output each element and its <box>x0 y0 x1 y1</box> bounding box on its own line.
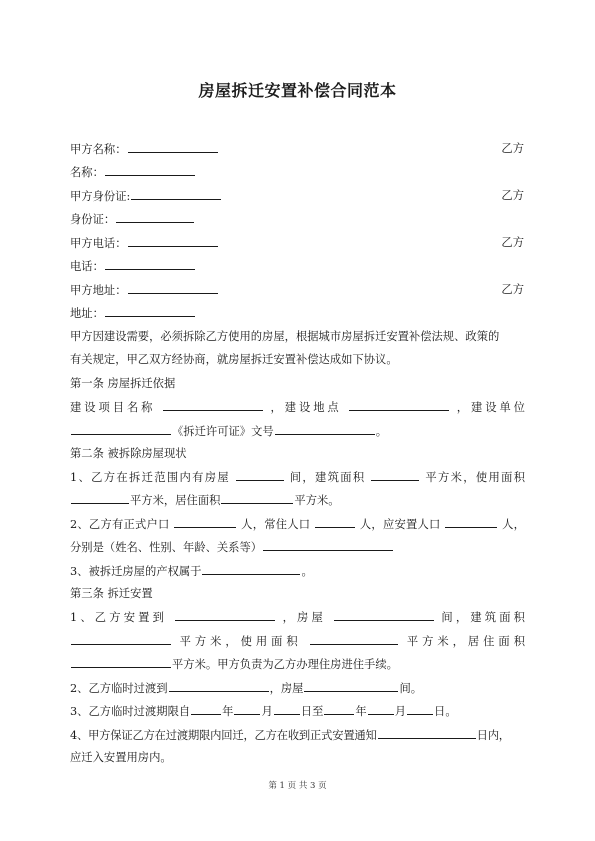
party-a-addr-line <box>70 282 219 299</box>
document-title: 房屋拆迁安置补偿合同范本 <box>198 81 397 100</box>
temp-rooms-unit: 间。 <box>399 682 423 695</box>
party-b-id-blank[interactable] <box>116 211 194 223</box>
article-3-item-3 <box>70 703 457 720</box>
procedure-text: 平方米。甲方负责为乙方办理住房进住手续。 <box>172 658 398 671</box>
placed-at-label: 1、乙方安置到 <box>70 611 168 624</box>
resident-label: 人，常住人口 <box>241 518 311 531</box>
project-name-blank[interactable] <box>163 399 263 411</box>
living-area-blank[interactable] <box>221 492 293 504</box>
page-number-footer: 第 1 页 共 3 页 <box>268 781 327 791</box>
article-3-item-2 <box>70 680 422 697</box>
build-area-label-2: 间，建筑面积 <box>441 611 525 624</box>
party-b-label: 乙方 <box>501 283 524 296</box>
use-area-label: 平方米，使用面积 <box>425 471 525 484</box>
party-b-id-line <box>70 211 195 228</box>
registered-label: 2、乙方有正式户口 <box>70 518 170 531</box>
project-name-label: 建设项目名称 <box>70 401 156 414</box>
party-a-phone-line <box>70 235 219 252</box>
article-2-item-3 <box>70 563 313 580</box>
article-2-item-2-line-1 <box>70 516 525 533</box>
start-day-blank[interactable] <box>274 703 300 715</box>
builder-blank[interactable] <box>71 423 171 435</box>
builder-label: ，建设单位 <box>456 401 525 414</box>
party-b-addr-blank[interactable] <box>105 305 195 317</box>
month-label: 月 <box>261 705 273 718</box>
temp-place-blank[interactable] <box>169 680 269 692</box>
rooms-label: 1、乙方在拆迁范围内有房屋 <box>70 471 230 484</box>
registered-blank[interactable] <box>174 516 236 528</box>
members-label: 分别是（姓名、性别、年龄、关系等） <box>70 541 263 554</box>
period-label: 3、乙方临时过渡期限自 <box>70 705 191 718</box>
ownership-label: 3、被拆迁房屋的产权属于 <box>70 565 202 578</box>
party-a-id-label: 甲方身份证: <box>70 190 131 203</box>
resident-blank[interactable] <box>315 516 355 528</box>
day-end-label: 日。 <box>434 705 457 718</box>
party-a-addr-blank[interactable] <box>128 282 218 294</box>
party-b-addr-line <box>70 305 196 322</box>
party-a-id-line <box>70 188 222 205</box>
party-b-label: 乙方 <box>501 189 524 202</box>
to-label: 日至 <box>300 705 324 718</box>
return-label: 4、甲方保证乙方在过渡期限内回迁，乙方在收到正式安置通知 <box>70 729 377 742</box>
party-b-phone-label: 电话： <box>70 260 104 273</box>
use-area-blank[interactable] <box>71 492 129 504</box>
resettle-label: 人，应安置人口 <box>359 518 441 531</box>
intro-line-1: 甲方因建设需要，必须拆除乙方使用的房屋，根据城市房屋拆迁安置补偿法规、政策的 <box>70 330 500 343</box>
article-1-heading: 第一条 房屋拆迁依据 <box>70 377 176 390</box>
party-b-id-label: 身份证： <box>70 213 116 226</box>
party-b-phone-blank[interactable] <box>105 258 195 270</box>
party-a-phone-blank[interactable] <box>128 235 218 247</box>
notice-days-blank[interactable] <box>378 727 476 739</box>
build-area-blank-2[interactable] <box>71 633 171 645</box>
article-2-heading: 第二条 被拆除房屋现状 <box>70 447 187 460</box>
temp-rooms-blank[interactable] <box>304 680 398 692</box>
party-a-id-blank[interactable] <box>131 188 221 200</box>
party-b-label: 乙方 <box>501 236 524 249</box>
use-area-label-2: 平方米，使用面积 <box>179 635 302 648</box>
article-2-item-1-line-1 <box>70 469 525 486</box>
end-year-blank[interactable] <box>324 703 354 715</box>
article-3-item-1-line-1 <box>70 609 525 626</box>
rooms-blank[interactable] <box>236 469 284 481</box>
party-a-name-line <box>70 141 219 158</box>
month-label-2: 月 <box>394 705 407 718</box>
living-area-blank-2[interactable] <box>71 656 171 668</box>
article-3-item-1-line-2 <box>70 633 525 650</box>
permit-no-blank[interactable] <box>275 423 375 435</box>
site-blank[interactable] <box>349 399 449 411</box>
permit-no-label: 《拆迁许可证》文号 <box>172 425 274 438</box>
article-1-line-1 <box>70 399 525 416</box>
living-area-label: 平方米，居住面积 <box>130 494 221 507</box>
article-3-heading: 第三条 拆迁安置 <box>70 587 153 600</box>
build-area-label: 间，建筑面积 <box>289 471 366 484</box>
article-2-item-2-line-2 <box>70 539 394 556</box>
party-a-addr-label: 甲方地址： <box>70 284 127 297</box>
start-year-blank[interactable] <box>191 703 221 715</box>
party-a-name-blank[interactable] <box>128 141 218 153</box>
article-3-item-4-line-1 <box>70 727 510 744</box>
party-b-name-blank[interactable] <box>105 164 195 176</box>
party-b-phone-line <box>70 258 196 275</box>
year-label-2: 年 <box>355 705 367 718</box>
party-b-label: 乙方 <box>501 142 524 155</box>
end-month-blank[interactable] <box>368 703 394 715</box>
resettle-unit: 人， <box>502 518 525 531</box>
site-label: ，建设地点 <box>270 401 342 414</box>
party-a-phone-label: 甲方电话： <box>70 237 127 250</box>
use-area-blank-2[interactable] <box>310 633 398 645</box>
temp-house-label: ，房屋 <box>269 682 304 695</box>
party-b-addr-label: 地址： <box>70 307 104 320</box>
year-label: 年 <box>222 705 234 718</box>
house-rooms-blank[interactable] <box>334 609 434 621</box>
living-area-unit: 平方米。 <box>294 494 340 507</box>
members-blank[interactable] <box>263 539 393 551</box>
intro-line-2: 有关规定，甲乙双方经协商，就房屋拆迁安置补偿达成如下协议。 <box>70 353 398 366</box>
article-2-item-1-line-2 <box>70 492 340 509</box>
house-label: ，房屋 <box>282 611 326 624</box>
party-b-name-line <box>70 164 196 181</box>
article-3-item-1-line-3 <box>70 656 398 673</box>
party-a-name-label: 甲方名称： <box>70 143 127 156</box>
article-1-line-2 <box>70 423 387 440</box>
party-b-name-label: 名称： <box>70 166 104 179</box>
end-day-blank[interactable] <box>407 703 433 715</box>
build-area-blank[interactable] <box>371 469 419 481</box>
ownership-end: 。 <box>301 565 313 578</box>
placed-at-blank[interactable] <box>175 609 275 621</box>
days-label: 日内， <box>476 729 510 742</box>
temp-place-label: 2、乙方临时过渡到 <box>70 682 168 695</box>
living-area-label-2: 平方米，居住面积 <box>406 635 525 648</box>
art1-end: 。 <box>375 425 387 438</box>
ownership-blank[interactable] <box>202 563 300 575</box>
start-month-blank[interactable] <box>234 703 260 715</box>
article-3-item-4-line-2: 应迁入安置用房内。 <box>70 751 172 764</box>
resettle-blank[interactable] <box>445 516 497 528</box>
